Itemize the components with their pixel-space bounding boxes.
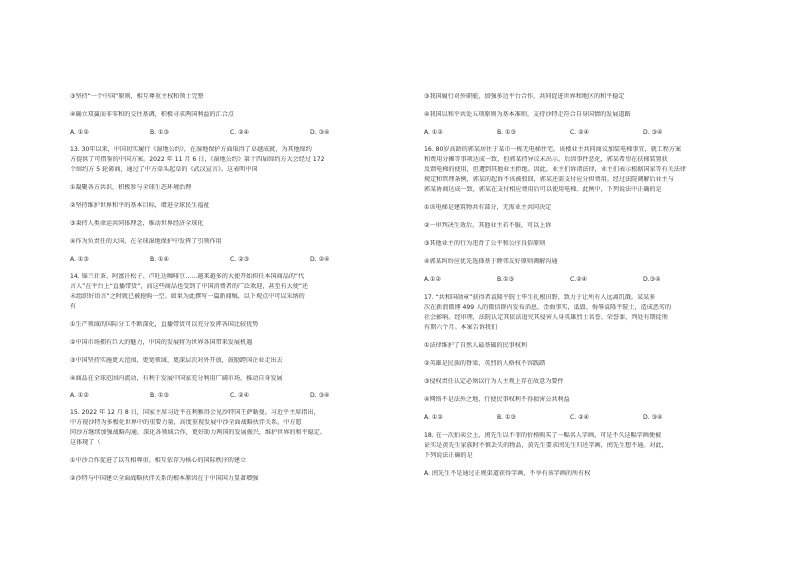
answer-option: C. ②④ [570, 129, 590, 136]
text-line: 有期六个月。本案告诉我们 [424, 324, 498, 331]
text-line: ②沙特与中国建立全面战略伙伴关系的根本原因在于中国国力显著增强 [70, 475, 259, 482]
text-line: ④我国以和平共处五项原则为基本准则，支持沙特走符合自身国情的发展道路 [424, 111, 631, 118]
answer-option: C. ②③ [230, 256, 250, 263]
text-line: 中方视沙特为多极化世界中的重要力量，高度重视发展中沙全面战略伙伴关系。中方愿 [70, 419, 302, 426]
text-line: ④郭某纠纷应优先选择基于睦邻友好原则调解沟通 [424, 258, 558, 265]
text-line: ②中国市场拥有巨大的魅力，中国的发展将为世界各国带来发展机遇 [70, 339, 253, 346]
text-line: 15. 2022 年 12 月 8 日，国家主席习近平在利雅得会见沙特国王萨勒曼。习近平主席指出， [70, 409, 320, 416]
text-line: ①法律维护了自然人最基础的民事权利 [424, 342, 527, 349]
answer-option: C. ②④ [570, 414, 590, 421]
text-line: 次在新浪微博 499 人的微信群内发布消息，歪曲事实，诋毁、侮辱袁隆平院士，造成恶劣的 [424, 304, 672, 311]
text-line: ③侵权责任认定必须以行为人主观上存在故意为要件 [424, 378, 564, 385]
text-line: 郭某协商达成一致，郭某在支付相应费用后可以使用电梯。此例中，下列说法中正确的是 [424, 186, 662, 193]
text-line: ②坚持维护世界和平的基本目标，增进全球民生福祉 [70, 202, 210, 209]
text-line: 规定和管理条例，郭某的起诉不该被驳回，郭某还需支付应分担费用。经过法院调解后业主与 [424, 176, 674, 183]
answer-option: A. ①② [70, 129, 89, 136]
answer-option: D. ③④ [643, 129, 663, 136]
text-line: A. 闰先生不是通过正规渠道获得字画，不享有该字画的所有权 [424, 470, 591, 477]
text-line: 下列说法正确的是 [424, 452, 473, 459]
text-line: ①该电梯是建筑物共有部分，无需业主共同决定 [424, 204, 552, 211]
text-line: 言人”在平台上“直播带货”，而这些商品也受到了中国消费者的广泛欢迎，甚至有大使“还 [70, 283, 309, 290]
answer-option: B. ①③ [497, 414, 516, 421]
answer-option: A. ①② [424, 129, 443, 136]
answer-option: D. ②④ [310, 256, 330, 263]
text-line: ③我国履行对外职能，加强多边平台合作，共同促进世界和地区的和平稳定 [424, 93, 625, 100]
answer-option: A.①② [424, 276, 441, 283]
text-line: ①生产领域的国际分工不断深化，直播带货可以充分发挥各国比较优势 [70, 321, 259, 328]
answer-option: C. ②④ [230, 129, 250, 136]
text-line: 同沙方继续加强战略沟通，深化各领域合作，更好助力两国的发展振兴，维护世界的和平稳定。 [70, 429, 326, 436]
answer-option: A. ①② [70, 392, 89, 399]
text-line: ③其他业主的行为违背了公平和公序良俗原则 [424, 240, 546, 247]
answer-option: A. ①② [424, 414, 443, 421]
text-line: ④网络不是法外之地，行使民事权利不得损害公共利益 [424, 396, 570, 403]
answer-option: B. ①③ [150, 392, 169, 399]
text-line: 13. 30年以来，中国切实履行《湿地公约》，在湿地保护方面取得了卓越成就，为其他缔约 [70, 146, 312, 153]
text-line: 18. 在一次拍卖会上，闰先生以不菲的价格购买了一幅名人字画，可是不久这幅字画便被 [424, 432, 662, 439]
text-line: ④商品在全球范围内流动，有利于发展中国家充分利用广阔市场，推动自身发展 [70, 375, 283, 382]
text-line: 有 [70, 303, 77, 310]
text-line: ③中国坚持实施更大范围、更宽领域、更深层次对外开放，鼓励跨国企业走出去 [70, 357, 283, 364]
answer-option: C.②④ [570, 276, 588, 283]
text-line: ④作为负责任的大国，在全球湿地保护中发挥了引领作用 [70, 238, 222, 245]
text-line: ①中沙合作促进了以互相尊重、相互依存为核心的国际秩序的建立 [70, 457, 247, 464]
text-line: ②一审判决生效后，其他业主若不服，可以上诉 [424, 222, 552, 229]
answer-option: A. ①③ [70, 256, 89, 263]
answer-option: B. ①③ [497, 129, 516, 136]
text-line: ②英雄是民族的脊梁，英烈的人格权不容践踏 [424, 360, 546, 367]
text-line: 未组织好语言”之时就已被抢购一空。如果为此撰写一篇新闻稿，以下观点中可以采纳的 [70, 293, 305, 300]
text-line: ④确立双赢而非零和的交往基调，积极寻求两国利益的汇合点 [70, 111, 234, 118]
text-line: 社会影响。经审理，法院认定其依法追究其侵害人身英雄烈士名誉、荣誉罪，判处有期徒刑 [424, 314, 668, 321]
text-line: 和费用分摊等事项达成一致，但郭某持异议未出示。后因事件恶化，郭某希望在扶梯装置获 [424, 156, 668, 163]
text-line: ①凝聚各方共识，积极参与全球生态环境治理 [70, 184, 192, 191]
text-line: ③坚持“一个中国”原则，相互尊重主权和领土完整 [70, 93, 204, 100]
answer-option: D. ③④ [310, 129, 330, 136]
answer-option: C. ②④ [230, 392, 250, 399]
answer-option: B. ①④ [150, 256, 169, 263]
text-line: 证实是黄先生家族时不慎丢失的物品，黄先生要求闰先生归还字画，闰先生想不通。对此， [424, 442, 668, 449]
text-line: 反馈电梯的使用，但遭到其他业主拒绝。因此，业主们诉诸法律，业主们表示根据国家等有关法律 [424, 166, 687, 173]
answer-option: D. ③④ [310, 392, 330, 399]
answer-option: B. ①③ [150, 129, 169, 136]
text-line: 16. 80岁高龄的郭某居住于某市一栋无电梯住宅。该楼业主共同商议加装电梯事宜，就工程方案 [424, 146, 682, 153]
answer-option: B.①③ [497, 276, 515, 283]
answer-option: D. ③④ [643, 414, 663, 421]
answer-option: D.③④ [643, 276, 661, 283]
text-line: 这体现了（ [70, 439, 101, 446]
text-line: 17. “共和国勋章”获得者袁隆平院士毕生扎根田野，致力于让所有人远离饥饿。某某多 [424, 294, 656, 301]
text-line: 个缔约方 5 轮磋商，通过了中方牵头起草的《武汉宣言》。这表明中国 [70, 166, 258, 173]
text-line: ③秉持人类命运共同体理念，推动世界经济全球化 [70, 220, 204, 227]
text-line: 方提供了可借鉴的中国方案。2022 年 11 月 6 日，《湿地公约》第十四届缔约方大会经过 172 [70, 156, 325, 163]
text-line: 14. 锦兰社茶、阿富汗松子、卢旺达咖啡豆……越来越多的大使开始担任本国商品的“代 [70, 273, 305, 280]
